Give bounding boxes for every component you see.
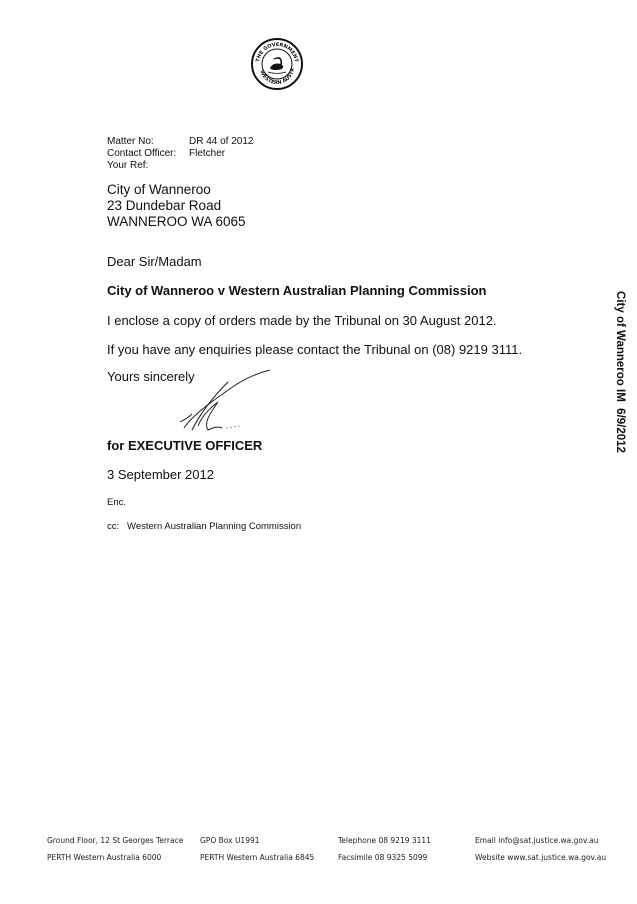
- salutation: Dear Sir/Madam: [107, 254, 202, 269]
- contact-officer-label: Contact Officer:: [107, 148, 177, 159]
- body-paragraph-2: If you have any enquiries please contact the Tribunal on (08) 9219 3111.: [107, 342, 523, 357]
- signatory: for EXECUTIVE OFFICER: [107, 438, 263, 453]
- footer-phone: [338, 832, 431, 866]
- footer-email: Email info@sat.justice.wa.gov.au: [475, 836, 599, 845]
- footer-postal-line-1: GPO Box U1991: [200, 836, 260, 845]
- matter-info: [107, 136, 254, 172]
- address-line-2: 23 Dundebar Road: [107, 198, 222, 213]
- matter-no-value: DR 44 of 2012: [189, 136, 254, 147]
- footer-street-line-1: Ground Floor, 12 St Georges Terrace: [47, 836, 184, 845]
- subject-line: City of Wanneroo v Western Australian Planning Commission: [107, 283, 487, 298]
- signature: [178, 368, 278, 434]
- contact-officer-value: Fletcher: [189, 148, 226, 159]
- footer-street-line-2: PERTH Western Australia 6000: [47, 853, 162, 862]
- government-seal: [250, 37, 304, 91]
- svg-text:THE GOVERNMENT OF: THE GOVERNMENT: [255, 41, 299, 63]
- matter-no-label: Matter No:: [107, 136, 154, 147]
- address-line-3: WANNEROO WA 6065: [107, 214, 246, 229]
- your-ref-label: Your Ref:: [107, 160, 149, 171]
- footer-postal-line-2: PERTH Western Australia 6845: [200, 853, 315, 862]
- closing: Yours sincerely: [107, 369, 195, 384]
- enclosure-note: Enc.: [107, 497, 127, 508]
- address-line-1: City of Wanneroo: [107, 182, 211, 197]
- footer-website: Website www.sat.justice.wa.gov.au: [475, 853, 607, 862]
- received-stamp-text: City of Wanneroo IM 6/9/2012: [614, 291, 626, 453]
- footer-telephone: Telephone 08 9219 3111: [338, 836, 431, 845]
- footer-facsimile: Facsimile 08 9325 5099: [338, 853, 428, 862]
- body-paragraph-1: I enclose a copy of orders made by the Tribunal on 30 August 2012.: [107, 313, 497, 328]
- received-stamp: [610, 292, 630, 452]
- footer-web: [475, 832, 606, 866]
- letter-date: 3 September 2012: [107, 467, 214, 482]
- recipient-address: [107, 182, 246, 230]
- cc-note: cc: Western Australian Planning Commission: [107, 521, 302, 532]
- svg-text:WESTERN AUSTRALIA: WESTERN AUSTR: [258, 67, 297, 87]
- footer-postal-address: [200, 832, 314, 866]
- footer-street-address: [47, 832, 183, 866]
